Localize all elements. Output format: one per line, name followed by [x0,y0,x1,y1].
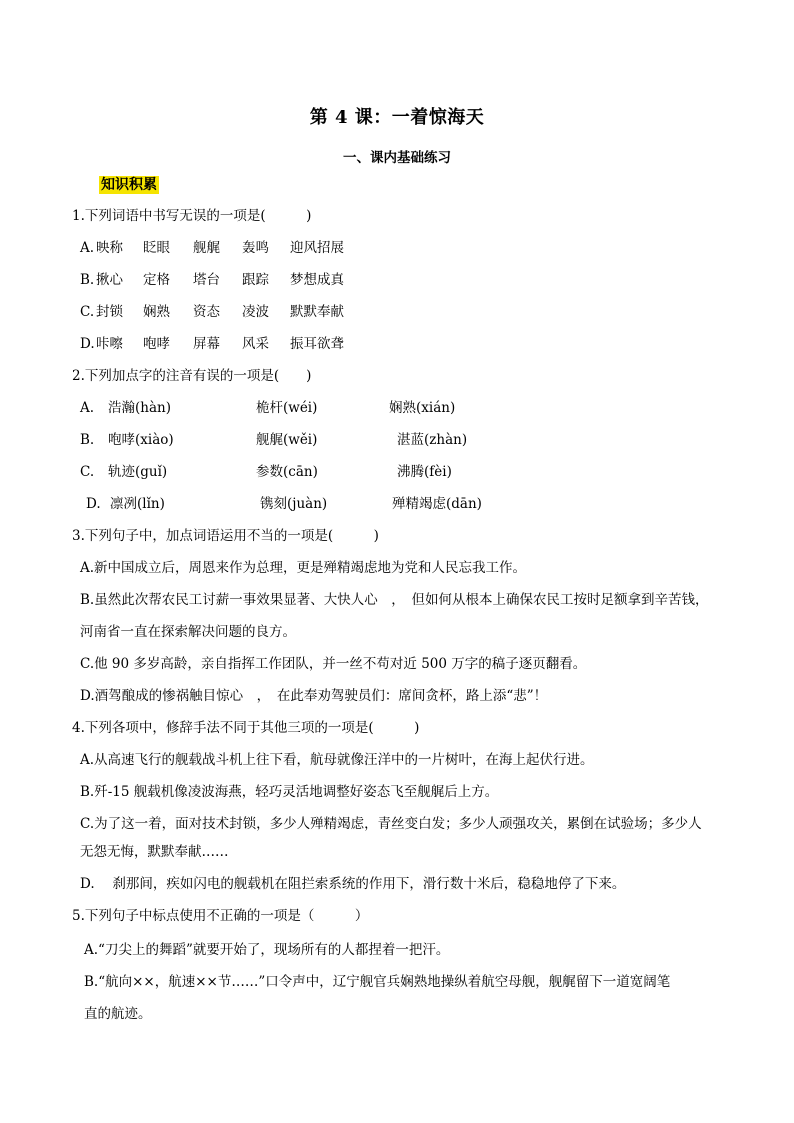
pinyin-item: 凛冽(lǐn) [110,496,165,512]
word: 揪心 [96,272,123,288]
q4-option-b: B.歼-15 舰载机像凌波海燕，轻巧灵活地调整好姿态飞至舰艉后上方。 [80,784,499,800]
q5-option-b: B.“航向××，航速××节……”口令声中，辽宁舰官兵娴熟地操纵着航空母舰，舰艉留下一道宽阔笔 [84,974,671,990]
q4-option-a: A.从高速飞行的舰载战斗机上往下看，航母就像汪洋中的一片树叶，在海上起伏行进。 [80,752,594,768]
word: 塔台 [193,272,220,288]
q3-option-d: D.酒驾酿成的惨祸触目惊心 ， 在此奉劝驾驶员们：席间贪杯，路上添“悲”！ [80,688,548,704]
word: 眨眼 [143,240,170,256]
q2-option-a [80,399,680,417]
q4-stem: 4.下列各项中，修辞手法不同于其他三项的一项是( ) [72,720,420,736]
word: 凌波 [242,304,269,320]
word: 舰艉 [193,240,220,256]
option-label: A. [80,400,95,416]
option-label: B. [80,432,95,448]
q1-option-b [80,271,680,289]
option-label: B. [80,272,95,288]
q1-option-d [80,335,680,353]
word: 咔嚓 [96,336,123,352]
word: 轰鸣 [242,240,269,256]
pinyin-item: 镌刻(juàn) [260,496,328,512]
word: 映称 [96,240,123,256]
pinyin-item: 咆哮(xiào) [108,432,174,448]
section-subtitle: 一、课内基础练习 [343,150,451,166]
q2-option-b [80,431,680,449]
word: 振耳欲聋 [290,336,344,352]
q2-option-c [80,463,680,481]
option-label: C. [80,464,95,480]
word: 跟踪 [242,272,269,288]
q1-option-a [80,239,680,257]
word: 娴熟 [143,304,170,320]
q3-stem: 3.下列句子中，加点词语运用不当的一项是( ) [72,528,379,544]
q3-option-b-cont: 河南省一直在探索解决问题的良方。 [80,624,296,640]
q3-option-a: A.新中国成立后，周恩来作为总理，更是殚精竭虑地为党和人民忘我工作。 [80,560,527,576]
q5-option-b-cont: 直的航迹。 [84,1006,152,1022]
q5-option-a: A.“刀尖上的舞蹈”就要开始了，现场所有的人都捏着一把汗。 [84,942,450,958]
word: 迎风招展 [290,240,344,256]
q1-stem: 1.下列词语中书写无误的一项是( ) [72,208,312,224]
word: 风采 [242,336,269,352]
q4-option-c-cont: 无怨无悔，默默奉献…… [80,844,229,860]
option-label: A. [80,240,95,256]
word: 封锁 [96,304,123,320]
word: 定格 [143,272,170,288]
option-label: C. [80,304,95,320]
q1-option-c [80,303,680,321]
pinyin-item: 娴熟(xián) [389,400,456,416]
q2-option-d [86,495,686,513]
pinyin-item: 浩瀚(hàn) [108,400,171,416]
highlighted-section-label: 知识积累 [101,177,157,193]
word: 资态 [193,304,220,320]
word: 咆哮 [143,336,170,352]
q3-option-c: C.他 90 多岁高龄，亲自指挥工作团队，并一丝不苟对近 500 万字的稿子逐页翻看。 [80,656,587,672]
pinyin-item: 殚精竭虑(dān) [392,496,482,512]
option-label: D. [86,496,101,512]
pinyin-item: 参数(cān) [256,464,318,480]
word: 梦想成真 [290,272,344,288]
word: 屏幕 [193,336,220,352]
pinyin-item: 湛蓝(zhàn) [397,432,468,448]
pinyin-item: 桅杆(wéi) [256,400,318,416]
word: 默默奉献 [290,304,344,320]
q3-option-b: B.虽然此次帮农民工讨薪一事效果显著、大快人心 ， 但如何从根本上确保农民工按时足额拿到辛苦钱， [80,592,709,608]
q4-option-c: C.为了这一着，面对技术封锁，多少人殚精竭虑，青丝变白发；多少人顽强攻关，累倒在试验场；多少人 [80,816,702,832]
pinyin-item: 沸腾(fèi) [397,464,452,480]
q5-stem: 5.下列句子中标点使用不正确的一项是（ ） [72,908,369,924]
option-label: D. [80,336,95,352]
pinyin-item: 轨迹(guǐ) [108,464,168,480]
page-title: 第 4 课：一着惊海天 [309,107,485,128]
pinyin-item: 舰艉(wěi) [256,432,318,448]
q4-option-d: D. 刹那间，疾如闪电的舰载机在阻拦索系统的作用下，滑行数十米后，稳稳地停了下来。 [80,876,626,892]
q2-stem: 2.下列加点字的注音有误的一项是( ) [72,368,312,384]
